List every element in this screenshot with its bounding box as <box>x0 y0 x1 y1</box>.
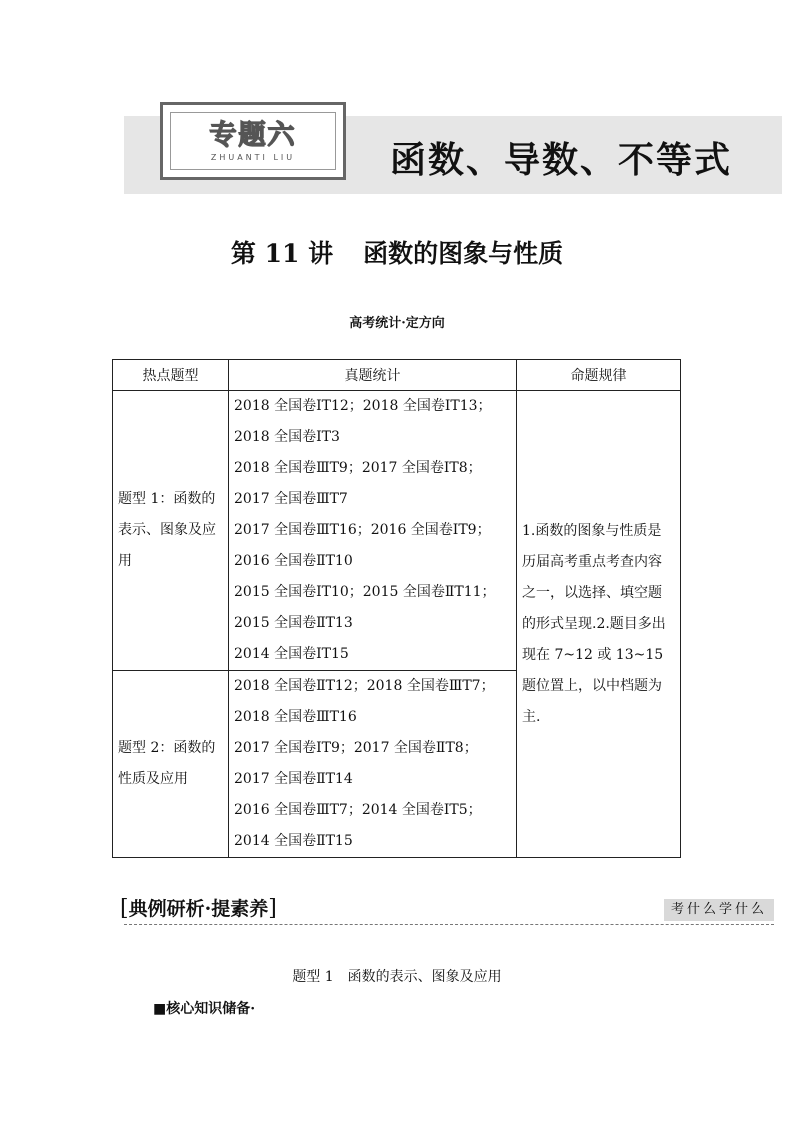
stat-line: 2014 全国卷ⅡT15 <box>234 833 353 849</box>
section-header-tag: 考什么学什么 <box>664 899 774 921</box>
lecture-title: 函数的图象与性质 <box>363 239 564 268</box>
stat-line: 2014 全国卷ⅠT15 <box>234 646 349 662</box>
badge-subtitle: ZHUANTI LIU <box>210 152 296 162</box>
stats-cell <box>229 391 517 671</box>
section-subtitle: 高考统计·定方向 <box>349 316 445 331</box>
stat-line: 2017 全国卷ⅡT14 <box>234 771 353 787</box>
chapter-badge-inner <box>170 112 336 170</box>
stat-line: 2016 全国卷ⅢT7；2014 全国卷ⅠT5； <box>234 802 482 818</box>
section-divider <box>124 924 774 925</box>
header-stats: 真题统计 <box>229 360 517 391</box>
header-rule: 命题规律 <box>517 360 681 391</box>
stat-line: 2017 全国卷ⅠT9；2017 全国卷ⅡT8； <box>234 740 478 756</box>
stat-line: 2017 全国卷ⅢT7 <box>234 491 348 507</box>
lecture-number: 第 11 讲 <box>230 239 334 268</box>
bracket-left-icon: [ <box>120 896 129 921</box>
stat-line: 2016 全国卷ⅡT10 <box>234 553 353 569</box>
type-cell: 题型 1：函数的表示、图象及应用 <box>113 391 229 671</box>
lecture-heading <box>0 234 794 270</box>
section-header <box>120 886 774 926</box>
stats-cell <box>229 671 517 858</box>
stat-line: 2017 全国卷ⅢT16；2016 全国卷ⅠT9； <box>234 522 491 538</box>
stat-line: 2015 全国卷ⅠT10；2015 全国卷ⅡT11； <box>234 584 496 600</box>
rule-cell: 1.函数的图象与性质是历届高考重点考查内容之一，以选择、填空题的形式呈现.2.题目多出现在 7~12 或 13~15 题位置上，以中档题为主. <box>517 391 681 858</box>
stat-line: 2015 全国卷ⅡT13 <box>234 615 353 631</box>
question-type-title <box>0 966 794 986</box>
question-type-text: 函数的表示、图象及应用 <box>347 969 502 985</box>
chapter-title: 函数、导数、不等式 <box>390 139 733 181</box>
exam-stats-table <box>112 359 681 858</box>
chapter-badge <box>160 102 346 180</box>
section-header-left <box>120 894 277 921</box>
table-row <box>113 391 681 671</box>
type-cell: 题型 2：函数的性质及应用 <box>113 671 229 858</box>
header-type: 热点题型 <box>113 360 229 391</box>
stat-line: 2018 全国卷ⅢT16 <box>234 709 357 725</box>
stat-line: 2018 全国卷ⅢT9；2017 全国卷ⅠT8； <box>234 460 482 476</box>
stat-line: 2018 全国卷ⅠT12；2018 全国卷ⅠT13； <box>234 398 492 414</box>
stat-line: 2018 全国卷ⅡT12；2018 全国卷ⅢT7； <box>234 678 495 694</box>
table-header-row <box>113 360 681 391</box>
stat-line: 2018 全国卷ⅠT3 <box>234 429 340 445</box>
section-header-title: 典例研析·提素养 <box>128 898 269 920</box>
knowledge-label: ■核心知识储备· <box>153 1001 256 1017</box>
bracket-right-icon: ] <box>268 896 277 921</box>
badge-title: 专题六 <box>209 119 297 151</box>
question-type-label: 题型 1 <box>292 969 334 985</box>
